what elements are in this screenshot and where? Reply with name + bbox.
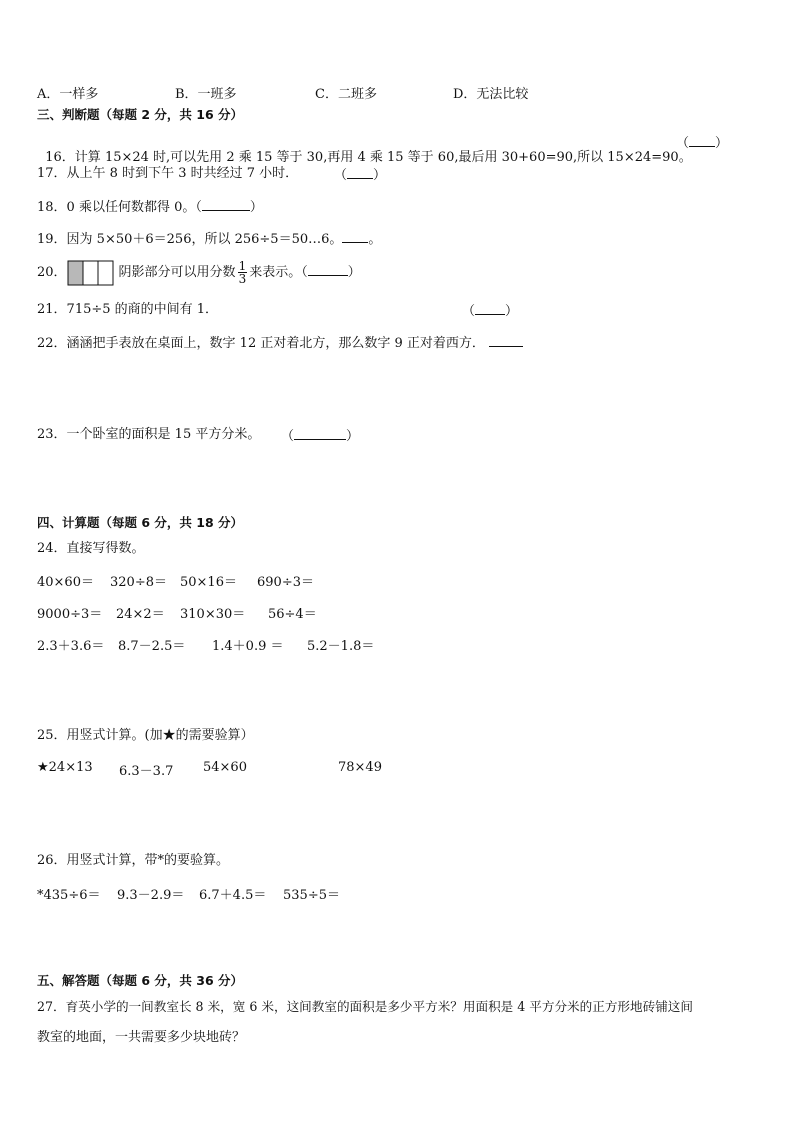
question-17-text: 17．从上午 8 时到下午 3 时共经过 7 小时．	[37, 166, 299, 181]
paren-open: （	[676, 136, 690, 151]
question-27-line-2: 教室的地面，一共需要多少块地砖？	[37, 1030, 246, 1045]
vertical-calc-item: 535÷5＝	[283, 888, 340, 903]
calc-item: 40×60＝	[37, 575, 94, 590]
question-19-text: 19．因为 5×50＋6＝256，所以 256÷5＝50…6。	[37, 232, 343, 247]
paren-open: （	[334, 168, 348, 183]
paren-close: ）	[715, 136, 729, 151]
question-23-answer[interactable]	[281, 427, 359, 445]
calc-item: 50×16＝	[180, 575, 237, 590]
calc-item: 2.3＋3.6＝	[37, 639, 105, 654]
question-21-answer[interactable]	[462, 302, 518, 320]
answer-blank[interactable]	[475, 302, 505, 315]
calc-item: 310×30＝	[180, 607, 246, 622]
answer-blank[interactable]	[689, 134, 715, 147]
section-4-title: 四、计算题（每题 6 分，共 18 分）	[37, 515, 244, 530]
option-d: D．无法比较	[453, 87, 529, 102]
question-16-answer[interactable]	[676, 134, 728, 152]
option-c: C．二班多	[315, 87, 377, 102]
calc-item: 320÷8＝	[110, 575, 167, 590]
paren-open: （	[281, 429, 295, 444]
paren-close: ）	[346, 429, 360, 444]
answer-blank[interactable]	[347, 166, 373, 179]
question-18-text: 18．0 乘以任何数都得 0。（	[37, 200, 202, 215]
calc-item: 24×2＝	[116, 607, 165, 622]
fraction-one-third	[238, 260, 248, 285]
fraction-numerator: 1	[238, 259, 247, 273]
paren-close: ）	[505, 304, 519, 319]
vertical-calc-item: 6.7＋4.5＝	[199, 888, 267, 903]
question-17-answer[interactable]	[334, 166, 386, 184]
fraction-denominator: 3	[238, 272, 247, 286]
section-5-title: 五、解答题（每题 6 分，共 36 分）	[37, 973, 244, 988]
question-17	[37, 166, 298, 182]
vertical-calc-item: 6.3－3.7	[119, 764, 174, 779]
question-21-text: 21．715÷5 的商的中间有 1．	[37, 302, 219, 317]
question-22-text: 22．涵涵把手表放在桌面上，数字 12 正对着北方，那么数字 9 正对着西方．	[37, 336, 485, 351]
paren-close: ）	[373, 168, 387, 183]
paren-close: ）	[249, 200, 263, 215]
answer-blank[interactable]	[202, 198, 250, 211]
vertical-calc-item: *435÷6＝	[37, 888, 101, 903]
calc-item: 8.7－2.5＝	[118, 639, 186, 654]
paren-close: ）	[347, 265, 361, 280]
question-22	[37, 334, 523, 352]
question-20-text-a: 阴影部分可以用分数	[118, 265, 236, 280]
question-26-text: 26．用竖式计算，带*的要验算。	[37, 853, 230, 868]
vertical-calc-item: ★24×13	[37, 760, 93, 775]
question-16-text: 16．计算 15×24 时,可以先用 2 乘 15 等于 30,再用 4 乘 15 等于 60,最后用 30+60=90,所以 15×24=90。	[45, 150, 692, 165]
paren-open: （	[462, 304, 476, 319]
question-27-line-1: 27．育英小学的一间教室长 8 米，宽 6 米，这间教室的面积是多少平方米？用面积是 4 平方分米的正方形地砖铺这间	[37, 999, 693, 1014]
calc-item: 5.2－1.8＝	[307, 639, 375, 654]
vertical-calc-item: 78×49	[338, 760, 382, 775]
question-16	[37, 134, 692, 166]
question-20	[37, 259, 361, 287]
vertical-calc-item: 9.3－2.9＝	[117, 888, 185, 903]
answer-blank[interactable]	[294, 427, 346, 440]
question-19	[37, 230, 381, 248]
question-18	[37, 198, 263, 216]
question-24-text: 24．直接写得数。	[37, 541, 145, 556]
fraction-bar-shape	[67, 260, 115, 286]
question-23	[37, 427, 260, 443]
section-3-title: 三、判断题（每题 2 分，共 16 分）	[37, 107, 244, 122]
vertical-calc-item: 54×60	[203, 760, 247, 775]
calc-item: 690÷3＝	[257, 575, 314, 590]
question-20-text-b: 来表示。（	[249, 265, 308, 280]
calc-item: 1.4＋0.9 ＝	[212, 639, 284, 654]
question-23-text: 23．一个卧室的面积是 15 平方分米。	[37, 427, 261, 442]
answer-blank[interactable]	[489, 334, 523, 347]
question-21	[37, 302, 218, 318]
answer-blank[interactable]	[342, 230, 368, 243]
option-b: B．一班多	[175, 87, 237, 102]
question-25-text: 25．用竖式计算。(加★的需要验算）	[37, 728, 254, 743]
question-20-number: 20．	[37, 265, 67, 280]
calc-item: 56÷4＝	[268, 607, 317, 622]
calc-item: 9000÷3＝	[37, 607, 103, 622]
answer-blank[interactable]	[308, 263, 348, 276]
question-19-tail: 。	[368, 232, 382, 247]
option-a: A．一样多	[37, 87, 99, 102]
